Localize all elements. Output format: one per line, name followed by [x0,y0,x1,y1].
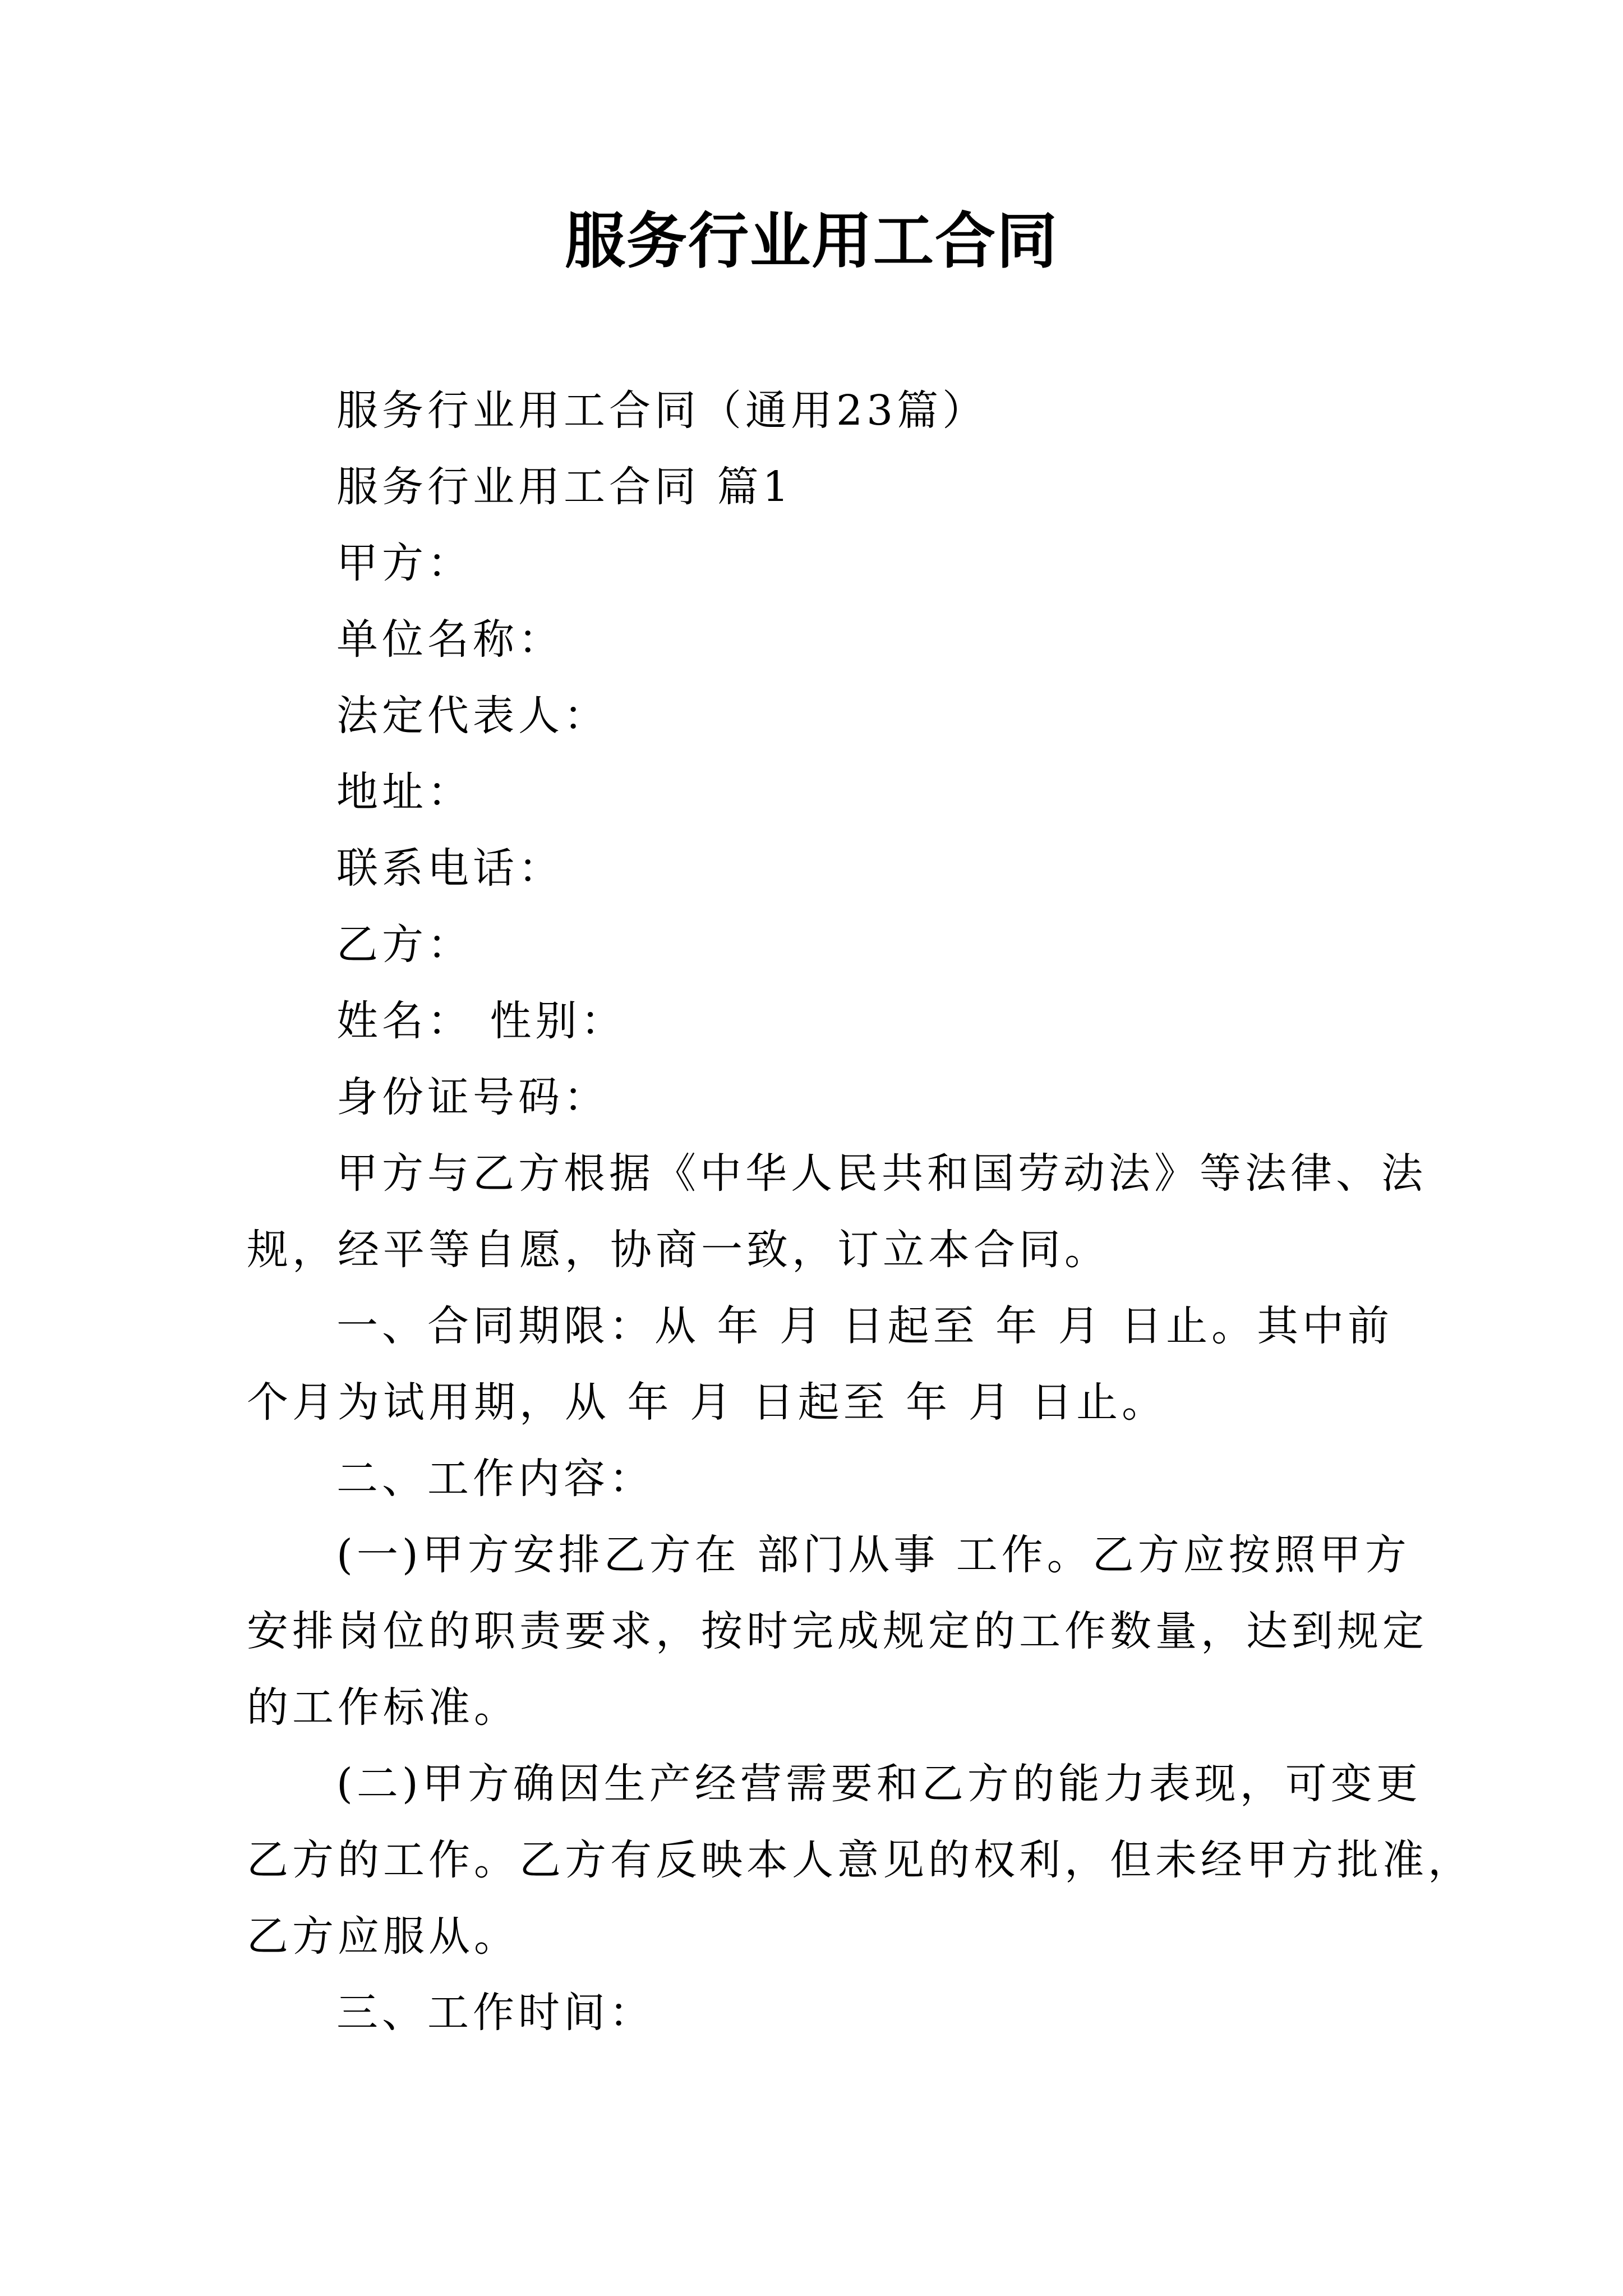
field-id-number: 身份证号码： [336,1073,609,1121]
clause-1-line-3: 的工作标准。 [247,1683,519,1732]
paragraph-intro-line-2: 规，经平等自愿，协商一致，订立本合同。 [247,1226,1110,1274]
field-party-a: 甲方： [336,539,473,587]
clause-2-line-3: 乙方应服从。 [247,1912,519,1961]
field-unit-name: 单位名称： [336,615,564,664]
document-subtitle: 服务行业用工合同（通用23篇） [336,386,988,435]
work-content-heading: 二、工作内容： [336,1455,654,1503]
clause-1-line-2: 安排岗位的职责要求，按时完成规定的工作数量，达到规定 [247,1607,1428,1655]
document-title: 服务行业用工合同 [564,206,1058,277]
paragraph-term-line-2: 个月为试用期，从 年 月 日起至 年 月 日止。 [247,1378,1168,1427]
clause-2-line-1: (二)甲方确因生产经营需要和乙方的能力表现，可变更 [336,1760,1422,1808]
field-legal-rep: 法定代表人： [336,692,609,740]
clause-1-line-1: (一)甲方安排乙方在 部门从事 工作。乙方应按照甲方 [336,1531,1410,1579]
paragraph-term-line-1: 一、合同期限：从 年 月 日起至 年 月 日止。其中前 [336,1302,1394,1350]
field-phone: 联系电话： [336,844,564,892]
work-time-heading: 三、工作时间： [336,1989,654,2037]
paragraph-intro-line-1: 甲方与乙方根据《中华人民共和国劳动法》等法律、法 [336,1149,1427,1198]
section-heading: 服务行业用工合同 篇1 [336,463,793,511]
field-name-gender: 姓名： 性别： [336,997,626,1045]
clause-2-line-2: 乙方的工作。乙方有反映本人意见的权利，但未经甲方批准， [247,1836,1473,1884]
field-party-b: 乙方： [336,921,473,969]
field-address: 地址： [336,768,473,816]
